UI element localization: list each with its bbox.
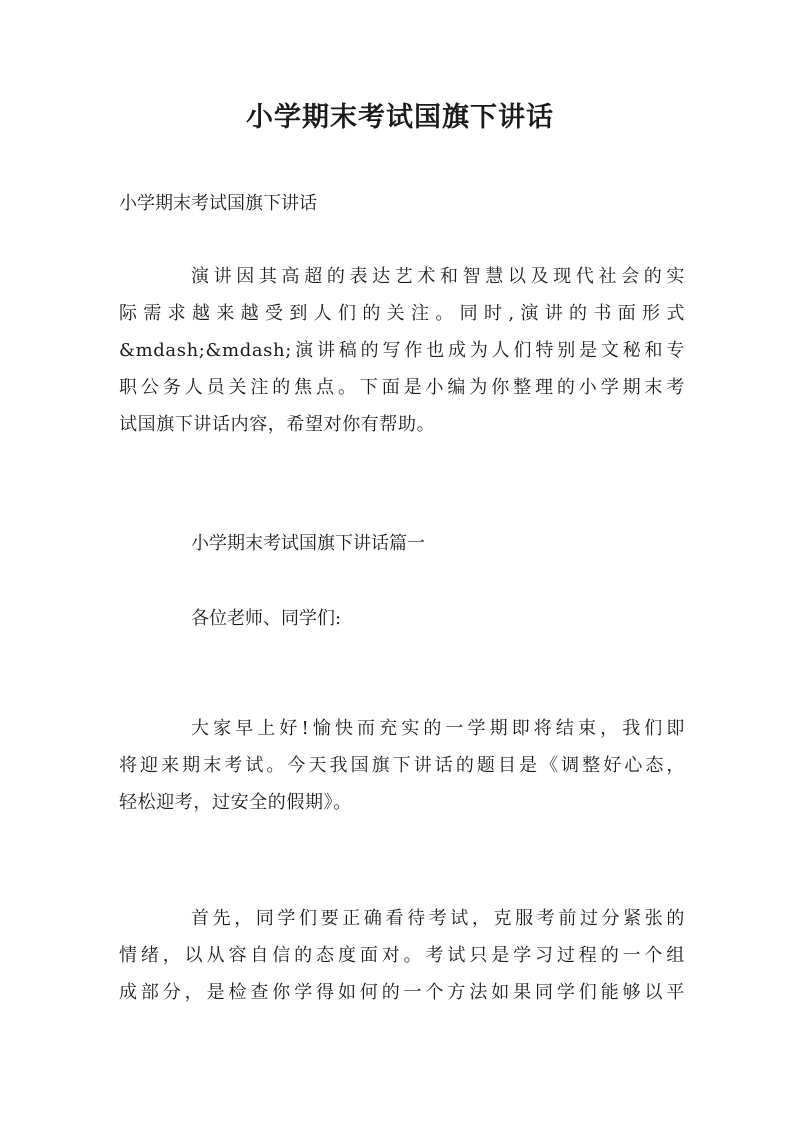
paragraph-1-line-1: 大家早上好!愉快而充实的一学期即将结束，我们即 [191, 718, 685, 739]
paragraph-1-line-3: 轻松迎考，过安全的假期》。 [119, 792, 352, 813]
paragraph-1 [119, 710, 685, 821]
intro-line-3: &mdash;&mdash;演讲稿的写作也成为人们特别是文秘和专 [119, 340, 685, 361]
section-heading: 小学期末考试国旗下讲话篇一 [191, 533, 425, 554]
greeting: 各位老师、同学们: [191, 608, 342, 629]
paragraph-2-line-2: 情绪，以从容自信的态度面对。考试只是学习过程的一个组 [119, 945, 685, 966]
paragraph-2-line-3: 成部分，是检查你学得如何的一个方法如果同学们能够以平 [119, 982, 685, 1003]
paragraph-1-line-2: 将迎来期末考试。今天我国旗下讲话的题目是《调整好心态， [119, 755, 685, 776]
intro-line-2: 际需求越来越受到人们的关注。同时,演讲的书面形式 [119, 303, 685, 324]
intro-paragraph [119, 258, 685, 443]
paragraph-2-line-1: 首先，同学们要正确看待考试，克服考前过分紧张的 [191, 908, 685, 929]
intro-line-5: 试国旗下讲话内容，希望对你有帮助。 [119, 414, 436, 435]
paragraph-2 [119, 900, 685, 1011]
document-title: 小学期末考试国旗下讲话 [246, 102, 554, 133]
document-subtitle: 小学期末考试国旗下讲话 [119, 193, 317, 214]
intro-line-4: 职公务人员关注的焦点。下面是小编为你整理的小学期末考 [119, 377, 685, 398]
intro-line-1: 演讲因其高超的表达艺术和智慧以及现代社会的实 [191, 266, 685, 287]
